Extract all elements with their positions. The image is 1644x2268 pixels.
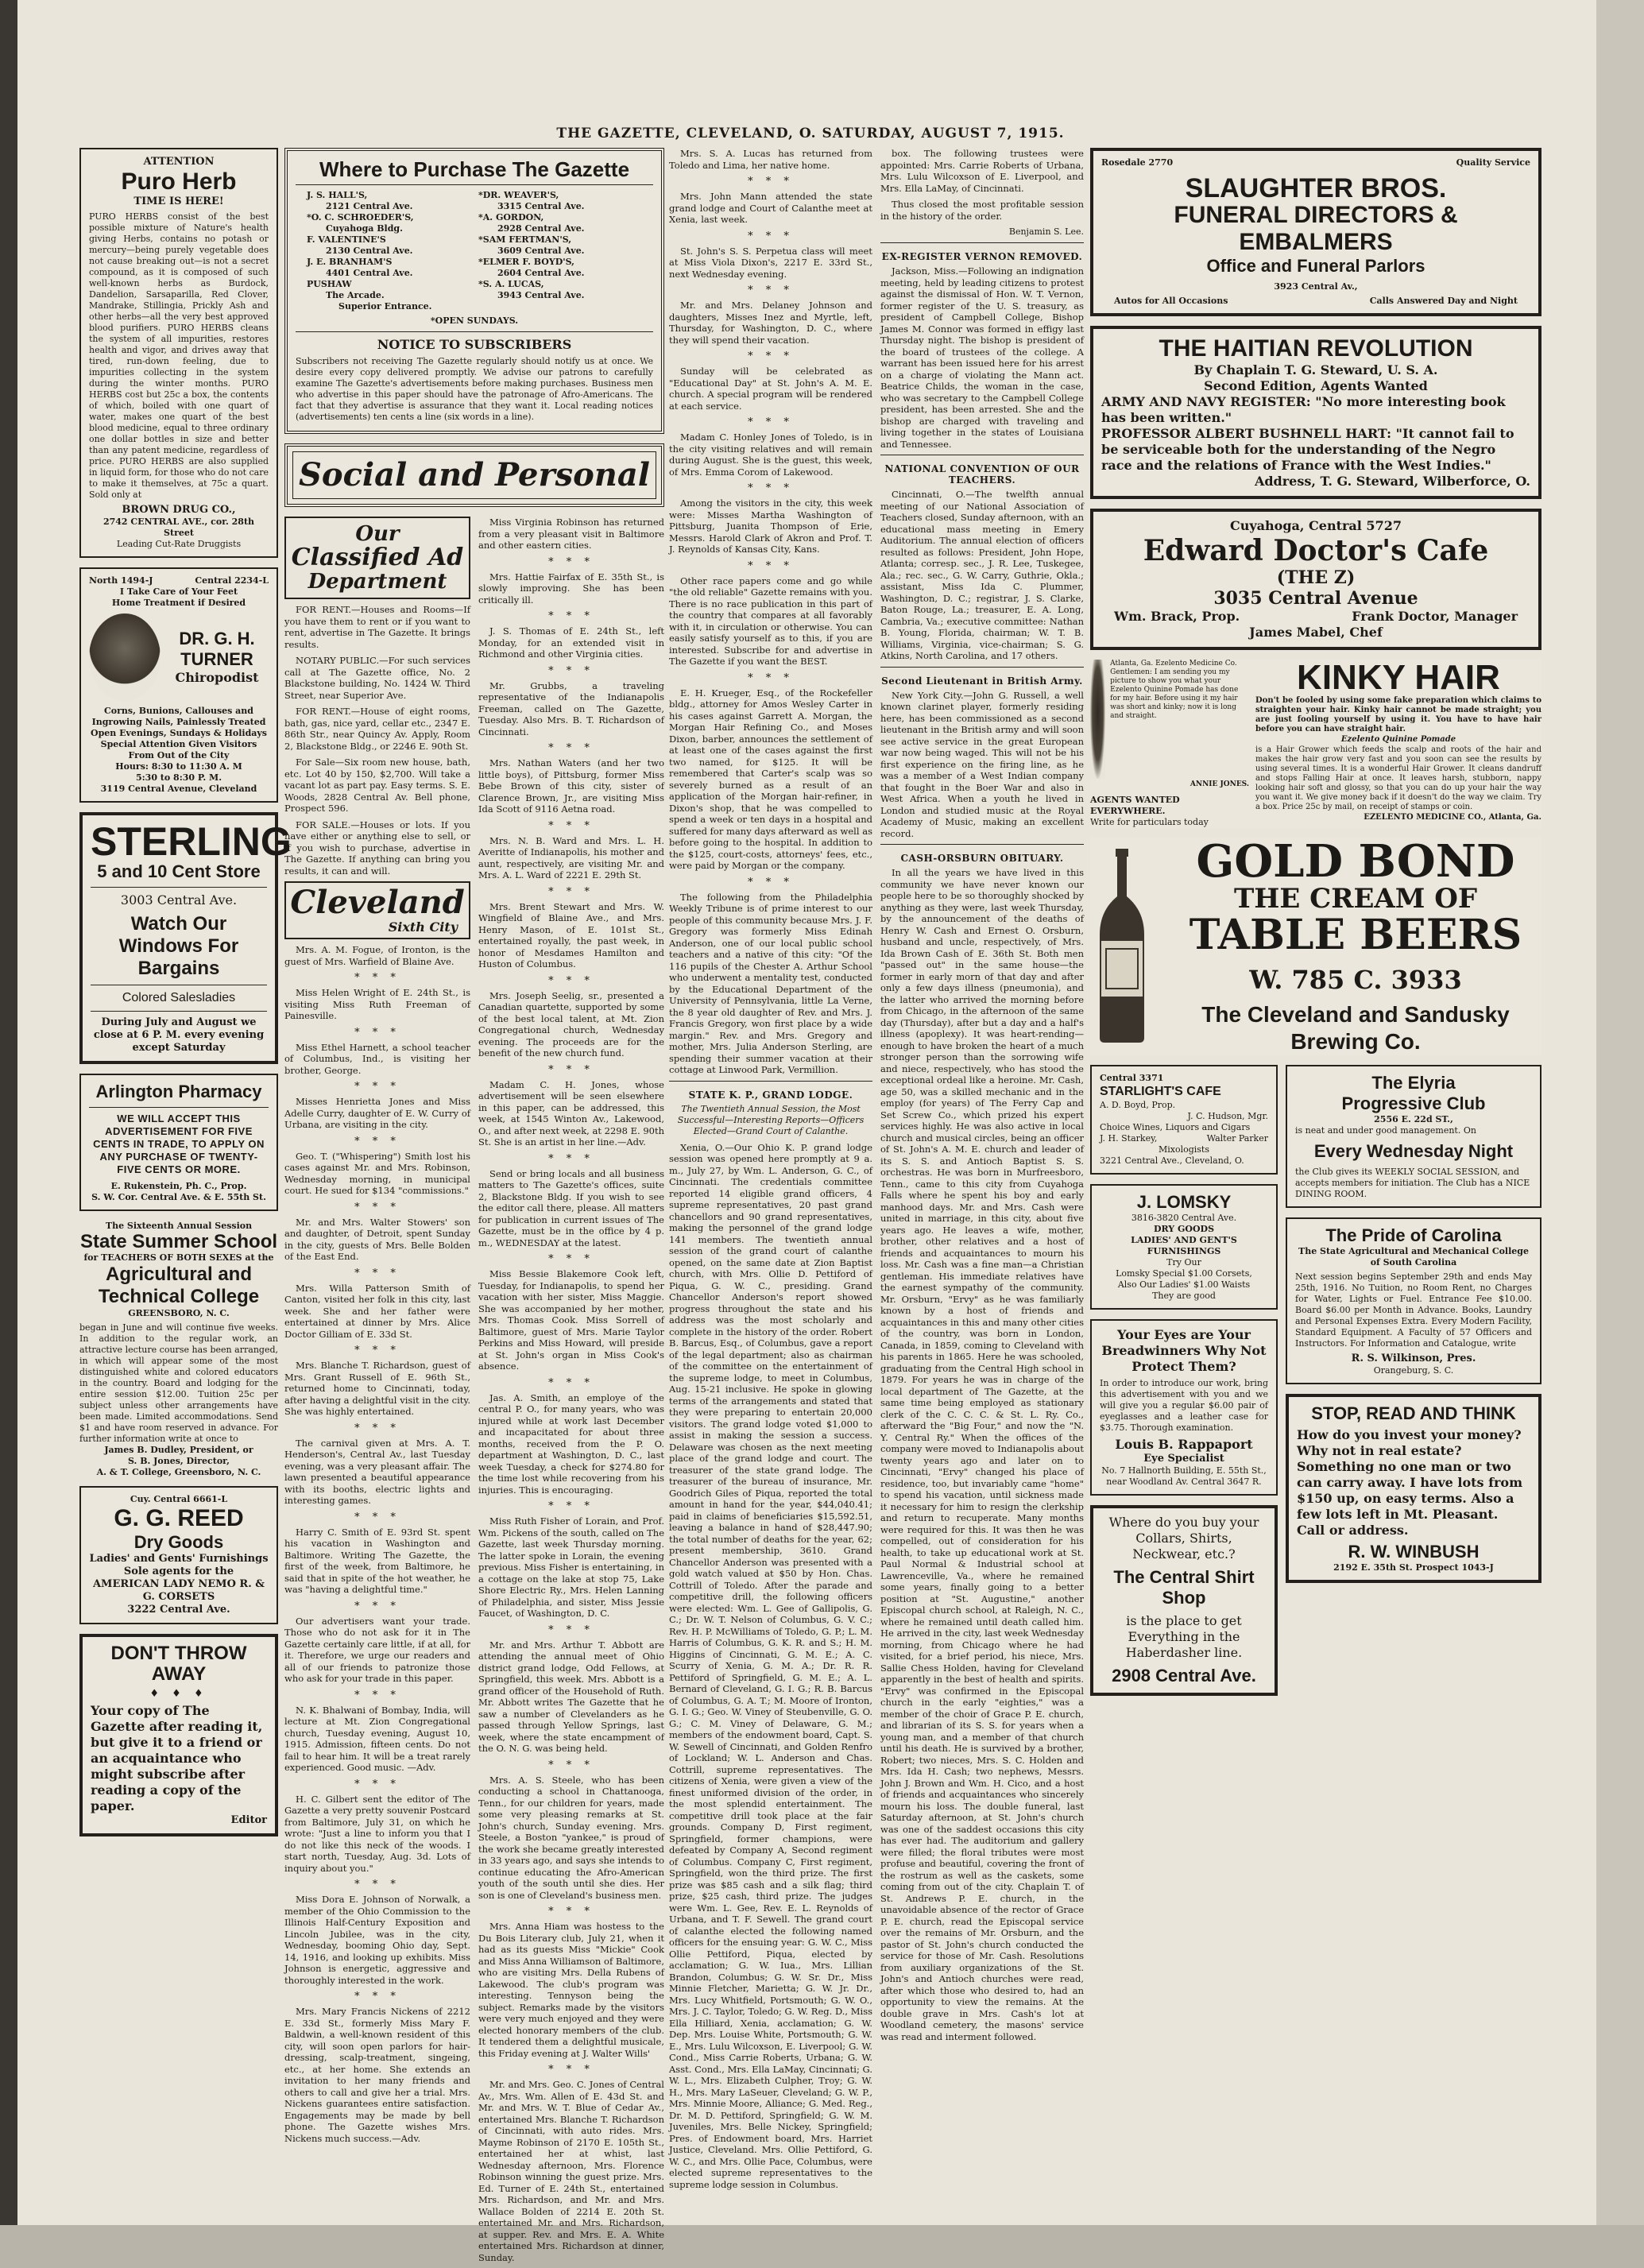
winbush-name: R. W. WINBUSH	[1348, 1542, 1480, 1562]
winbush-body: How do you invest your money? Why not in real estate? Something no one man or two can carry away. I have lots from $150 up, on easy terms. Also a few lots left in Mt. Pleasant. Call or address.	[1297, 1427, 1522, 1538]
haitian-by: By Chaplain T. G. Steward, U. S. A.	[1193, 362, 1438, 377]
social-left-item-8: Mrs. Blanche T. Richardson, guest of Mrs. Grant Russell of E. 96th St., returned home to Cincinnati, today, after having a delightful visit in the city. She was highly entertained.	[284, 1360, 470, 1417]
slaughter-autos: Autos for All Occasions	[1114, 296, 1228, 306]
kinky-hair-ad	[1090, 660, 1541, 828]
social-left-item-10: Harry C. Smith of E. 93rd St. spent his vacation in Washington and Baltimore. Writing The Gazette, the first of the week, from Baltimore, he said that in spite of the hot weather, he was "having a delightful time."	[284, 1526, 470, 1595]
classified-banner	[284, 517, 470, 599]
social-right-column	[478, 517, 664, 2268]
vernon-head: EX-REGISTER VERNON REMOVED.	[881, 251, 1083, 262]
separator-stars: * * *	[354, 1345, 400, 1357]
puro-sub: TIME IS HERE!	[133, 195, 224, 207]
social-left-item-3: Miss Ethel Harnett, a school teacher of Columbus, Ind., is visiting her brother, George.	[284, 1041, 470, 1076]
reed-ad	[79, 1486, 278, 1624]
puro-kicker: ATTENTION	[143, 156, 215, 168]
sterling-title: STERLING	[91, 819, 292, 864]
social-left-item-15: Mrs. Mary Francis Nickens of 2212 E. 33d St., formerly Miss Mary F. Baldwin, a well-known resident of this city, will soon open parlors for hair-dressing, scalp-treatment, singeing, etc., at her home. She extends an invitation to her many friends and others to call and give her a trial. Mrs. Nickens guarantees entire satisfaction. Engagements may be made by bell phone. The Gazette wishes Mrs. Nickens much success.—Adv.	[284, 2006, 470, 2144]
obit-body: In all the years we have lived in this community we have never known our people here to be so thoroughly shocked by anything as they were, last week Thursday, by the announcement of the deaths of Henry W. Cash and Ernest O. Orsburn, husband and uncle, respectively, of Mrs. Ida Brown Cash of E. 36th St. Both men "passed out" in the same house—the former in early morn of that day and after only a few days illness (pneumonia), and the latter who arrived the morning before from Chicago, in the afternoon of the same day (Thursday), after but a day and a half's illness (apoplexy). It was heart-rending—enough to have broken the heart of a much stronger person than the sorrowing wife and niece, respectively, who has stood the exceptional ordeal like a heroine. Mr. Cash, age 50, was a skilled mechanic and in the employ (for years) of The Ferry Cap and Set Screw Co., which prized his expert services highly. He was also active in local church and musical circles, being an officer of St. John's A. M. E. church and leader of its S. S. and Antioch Baptist S. S. orchestras. He was born in Murfreesboro, Tenn., came to this city from Cuyahoga Falls where he spent his boy and early manhood days. Mr. and Mrs. Cash were united in marriage, in this city, about five years ago. He leaves a wife, mother, brother, other relatives and a host of friends and acquaintances to mourn his loss. Mr. Cash was a fine man—a Christian gentleman. His immediate relatives have the earnest sympathy of the community. Mr. Orsburn, "Ervy" as he was familiarly known by a host of friends and acquaintances in this and many other cities of the country, was born in London, Canada, in 1859, coming to Cleveland with his parents in 1865. Here he was schooled, graduating from the Central High school in 1879. For years he was in charge of the local department of The Gazette, at the same time being employed as stationary clerk of the C. C. C. & St. L. Ry. Co., afterward the "Big Four," and now the "N. Y. Central Ry." When the offices of the company were moved to Indianapolis about twenty years ago and later on to Cincinnati, "Ervy" changed his place of residence, too, but invariably came "home" to spend his vacation, until sickness made it necessary for him to resign the clerkship and return to recuperate. Many months were required for this. It was then he was compelled, out of consideration for his health, to take up educational work at St. Paul Normal & Industrial school at Lawrenceville, Va., where he remained some years, finally going to a better position at "St. Augustine," another Episcopal church school, at Raleigh, N. C., where he remained until death called him. He arrived in the city, last week Wednesday morning, from Chicago where he had visited, for a brief period, his niece, Mrs. Sallie Chess Holden, having for Cleveland apparently in the best of health and spirits. "Ervy" was confirmed in the Episcopal church in the early "eighties," was a member of the choir of Grace P. E. church, and librarian of its S. S. for years when a young man, and a member of that church until his death. He is survived by a brother, Robert; two nieces, Mrs. S. C. Holden and Mrs. Ida H. Cash; two nephews, Messrs. John J. Brown and Wm. H. Cico, and a host of friends and acquaintances who sincerely mourn his loss. The double funeral, last Saturday afternoon, at St. John's church was one of the saddest occasions this city has ever had. The auditorium and gallery were filled; the floral tributes were most profuse and beautiful, covering the front of the rostrum as well as the caskets, some coming from out of the city. Chaplain T. of St. Andrews P. E. church, in the unavoidable absence of the rector of Grace P. E. church, read the Episcopal service over the remains of Mr. Orsburn, and the pastor of St. John's church conducted the service for those of Mr. Cash. Resolutions from auxiliary organizations of the St. John's and Antioch churches were read, after which those who desired to, had an opportunity to view the remains. At the double grave in Mrs. Cash's lot at Woodland cemetery, the masons' service was read and interment followed.	[880, 867, 1084, 2042]
where-note: *OPEN SUNDAYS.	[430, 315, 519, 326]
slaughter-calls: Calls Answered Day and Night	[1369, 296, 1518, 306]
haitian-ad	[1090, 326, 1541, 499]
where-right-1: *DR. WEAVER'S,	[478, 190, 559, 200]
starlight-staff3: Mixologists	[1158, 1144, 1210, 1155]
social-left-item-11: Our advertisers want your trade. Those who do not ask for it in The Gazette certainly care little, if at all, for it. Therefore, we urge our readers and all of our friends to patronize those who ask for your trade in this paper.	[284, 1615, 470, 1684]
col3-left-item-4: Mr. and Mrs. Delaney Johnson and daughters, Misses Inez and Myrtle, left, Thursday, for Washington, D. C., where they will spend their vacation.	[669, 300, 872, 346]
starlight-prop: A. D. Boyd, Prop.	[1100, 1100, 1176, 1110]
social-right-item-3: J. S. Thomas of E. 24th St., left Monday, for an extended visit in Richmond and other Virginia cities.	[478, 625, 664, 660]
eyes-name: Louis B. Rappaport	[1115, 1437, 1253, 1452]
elyria-body: the Club gives its WEEKLY SOCIAL SESSION, and accepts members for initiation. The Club has a NICE DINING ROOM.	[1295, 1167, 1530, 1199]
puro-body: PURO HERBS consist of the best possible mixture of Nature's health giving Herbs, contains no potash or mercury—being purely vegetable does not cause breaking out—is not a secret compound, as it is composed of such well-known herbs as Burdock, Dandelion, Sarsaparilla, Red Clover, Mandrake, Stillingia, Prickly Ash and other herbs—all the very best approved blood purifiers. PURO HERBS cleans the system of all impurities, restores health and vigor, and drives away that tired, run-down feeling, due to impurities collecting in the system during the winter months. PURO HERBS cost but 25c a box, the contents of which, boiled with one quart of water, makes one quart of the best blood medicine, equal to three ordinary one dollar bottles in size and better than any patent medicine, regardless of price. PURO HERBS are also supplied in liquid form, for those who do not care to make it themselves, at 75c a quart. Sold only at	[89, 211, 269, 500]
column-2	[284, 148, 664, 2268]
dont-throw-ad	[79, 1634, 278, 1836]
col3-left-item-7: Among the visitors in the city, this week were: Misses Martha Washington of Pittsburg, Juanita Thompson of Erie, Messrs. Harold Clark of Akron and Prof. T. J. Reynolds of Kansas City, Kans.	[669, 497, 872, 555]
social-right-item-13: Miss Ruth Fisher of Lorain, and Prof. Wm. Pickens of the south, called on The Gazette, last week Thursday morning. The latter spoke in Lorain, the evening previous. Miss Fisher is entertaining, in a cottage on the lake at stop 75, Lake Shore Electric Ry., Mrs. Helen Lanning of Philadelphia, and sister, Miss Jessie Faucet, of Washington, D. C.	[478, 1515, 664, 1619]
social-left-item-2: Miss Helen Wright of E. 24th St., is visiting Miss Ruth Freeman of Painesville.	[284, 987, 470, 1021]
social-right-item-7: Mrs. Brent Stewart and Mrs. W. Wingfield of Blaine Ave., and Mrs. Henry Mason, of E. 101st St., entertained royally, the past week, in honor of Mesdames Hamilton and Huston of Columbus.	[478, 900, 664, 970]
separator-stars: * * *	[354, 1422, 400, 1434]
classified-line2: Classified Ad	[291, 544, 464, 571]
notice-body: Subscribers not receiving The Gazette regularly should notify us at once. We desire every copy delivered promptly. We advise our patrons to carefully examine The Gazette's advertisements before making purchases. Business men who advertise in this paper should have the patronage of Afro-Americans. The fact that they advertise is assurance that they want it. Local reading notices (advertisements) ten cents a line (six words in a line).	[296, 356, 653, 422]
shirt-q: Where do you buy your Collars, Shirts, Neckwear, etc.?	[1108, 1515, 1259, 1562]
haitian-army: ARMY AND NAVY REGISTER: "No more interesting book has been written."	[1101, 394, 1506, 425]
haitian-prof: PROFESSOR ALBERT BUSHNELL HART: "It cannot fail to be serviceable both for the understanding of the Negro race and the relations of France with the West Indies."	[1101, 426, 1514, 473]
doctor-chef: James Mabel, Chef	[1249, 625, 1383, 640]
col3-left-item-8: Other race papers come and go while "the old reliable" Gazette remains with you. There is no race publication in this part of the country that compares at all favorably with it, in circulation or otherwise. You can easily satisfy yourself as to this, if you are interested. Subscribe for and advertise in The Gazette if you want the BEST.	[669, 575, 872, 667]
col3-right-p1: box. The following trustees were appointed: Mrs. Carrie Roberts of Urbana, Mrs. Lulu Wilcoxson of E. Liverpool, and Mrs. Ella LaMay, of Cincinnati.	[880, 148, 1084, 194]
separator-stars: * * *	[354, 972, 400, 984]
kinky-sign: ANNIE JONES.	[1189, 780, 1249, 788]
social-title: Social and Personal	[292, 451, 656, 499]
slaughter-title: SLAUGHTER BROS.	[1185, 173, 1447, 203]
where-right-7: *ELMER F. BOYD'S,	[478, 257, 574, 267]
classified-p2: NOTARY PUBLIC.—For such services call at The Gazette office, No. 2 Blackstone building, No. 1424 W. Third Street, near Superior Ave.	[284, 655, 470, 701]
britain-head: Second Lieutenant in British Army.	[881, 675, 1083, 687]
col3-left-item-1: Mrs. S. A. Lucas has returned from Toledo and Lima, her native home.	[669, 148, 872, 171]
shirt-address: 2908 Central Ave.	[1112, 1666, 1256, 1686]
beer-bottle-icon	[1090, 846, 1154, 1044]
social-left-item-6: Mr. and Mrs. Walter Stowers' son and daughter, of Detroit, spent Sunday in the city, guests of Mrs. Belle Bolden of the East End.	[284, 1216, 470, 1262]
summer-school-ad	[79, 1221, 278, 1478]
col3-right	[880, 148, 1084, 2195]
starlight-staff1: J. H. Starkey,	[1100, 1133, 1158, 1144]
column-1	[79, 148, 292, 1846]
gold-sub2: TABLE BEERS	[1189, 911, 1522, 959]
separator-stars: * * *	[548, 664, 594, 677]
arlington-title: Arlington Pharmacy	[95, 1082, 262, 1101]
reed-body: Ladies' and Gents' Furnishings Sole agents for the AMERICAN LADY NEMO R. & G. CORSETS	[89, 1553, 269, 1603]
where-left-9: PUSHAW	[307, 279, 352, 289]
separator-stars: * * *	[548, 610, 594, 622]
summer-sign2: S. B. Jones, Director,	[127, 1456, 230, 1466]
kinky-right-text2: is a Hair Grower which feeds the scalp and roots of the hair and makes the hair grow very fast and you soon can see the results by using several times. It is a wonderful Hair Grower. It cleans dandruff and stops Falling Hair at once. It leaves harsh, stubborn, nappy looking hair soft and glossy, so that you can do up your hair the way you want it. We give money back if it doesn't do the way we claim. Try a box. Price 25c by mail, on receipt of stamps or coin.	[1255, 745, 1541, 811]
kinky-left-text: Atlanta, Ga. Ezelento Medicine Co. Gentlemen: I am sending you my picture to show you what your Ezelento Quinine Pomade has done for my hair. Before using it my hair was short and kinky; now it is long and straight.	[1110, 660, 1239, 720]
where-right-3: *A. GORDON,	[478, 212, 544, 223]
where-left-7: J. E. BRANHAM'S	[307, 257, 393, 267]
separator-stars: * * *	[748, 350, 794, 362]
doctor-phone: Cuyahoga, Central 5727	[1230, 518, 1402, 533]
slaughter-service: Quality Service	[1456, 157, 1530, 168]
social-left-item-13: H. C. Gilbert sent the editor of The Gazette a very pretty souvenir Postcard from Baltimore, July 31, on which he wrote: "Just a line to inform you that I do not like this neck of the woods. I start north, Tuesday, Aug. 3d. Lots of inquiry about you."	[284, 1793, 470, 1874]
sterling-hours: During July and August we close at 6 P. M. every evening except Saturday	[93, 1016, 265, 1054]
summer-college: Agricultural and Technical College	[98, 1264, 260, 1307]
social-right-item-4: Mr. Grubbs, a traveling representative of the Indianapolis Freeman, called on The Gazette, Tuesday. Also Mrs. B. T. Richardson of Cincinnati.	[478, 679, 664, 737]
summer-sign3: A. & T. College, Greensboro, N. C.	[96, 1467, 261, 1477]
lomsky-address: 3816-3820 Central Ave.	[1131, 1213, 1237, 1223]
haitian-title: THE HAITIAN REVOLUTION	[1159, 335, 1473, 362]
elyria-title: Progressive Club	[1341, 1093, 1486, 1113]
masthead: THE GAZETTE, CLEVELAND, O. SATURDAY, AUGUST 7, 1915.	[556, 126, 1065, 141]
where-right-10: 3943 Central Ave.	[497, 290, 585, 300]
separator-stars: * * *	[548, 1759, 594, 1771]
separator-stars: * * *	[354, 1511, 400, 1523]
col3-left-item-10: The following from the Philadelphia Weekly Tribune is of prime interest to our people of this community because Mrs. J. F. Gregory was formerly Miss Edinah Anderson, one of our local public school teachers and a native of this city: "Of the 116 pupils of the Chester A. Arthur School who underwent a mentality test, conducted by the Educational Department of the University of Pennsylvania, little La Verne, the 8 year old daughter of Rev. and Mrs. J. Francis Gregory, won first place by a wide margin." Rev. and Mrs. Gregory and mother, Mrs. Julia Anderson Sterling, are spending their summer vacation at their cottage at Linwood Park, Vermillion.	[669, 891, 872, 1075]
col3-left-item-3: St. John's S. S. Perpetua class will meet at Miss Viola Dixon's, 2217 E. 33rd St., next Wednesday evening.	[669, 245, 872, 280]
elyria-kicker: The Elyria	[1371, 1073, 1456, 1093]
col4-right-ads	[1286, 1065, 1541, 1705]
separator-stars: * * *	[548, 1906, 594, 1918]
teachers-head: NATIONAL CONVENTION OF OUR TEACHERS.	[884, 463, 1080, 486]
gold-title: GOLD BOND	[1196, 835, 1515, 888]
slaughter-sub: FUNERAL DIRECTORS & EMBALMERS	[1174, 202, 1458, 255]
starlight-staff2: Walter Parker	[1206, 1133, 1268, 1144]
separator-stars: * * *	[548, 819, 594, 832]
separator-stars: * * *	[548, 1624, 594, 1636]
social-left-items	[284, 944, 470, 2144]
classified-p5: FOR SALE.—Houses or lots. If you have either or anything else to sell, or if you wish to purchase, advertise in The Gazette. If anything can bring you results, it can and will.	[284, 819, 470, 877]
separator-stars: * * *	[354, 1081, 400, 1093]
doctor-title: Edward Doctor's Cafe	[1143, 534, 1489, 567]
separator-stars: * * *	[548, 974, 594, 987]
slaughter-phone: Rosedale 2770	[1101, 157, 1174, 168]
classified-p1: FOR RENT.—Houses and Rooms—If you have them to rent or if you want to rent, advertise in The Gazette. It brings results.	[284, 604, 470, 650]
haitian-edition: Second Edition, Agents Wanted	[1204, 378, 1428, 393]
starlight-phone: Central 3371	[1100, 1073, 1164, 1083]
col3-right-sign: Benjamin S. Lee.	[1008, 226, 1084, 237]
lomsky-good: They are good	[1152, 1291, 1216, 1301]
doctor-prop2: Frank Doctor, Manager	[1352, 609, 1518, 624]
separator-stars: * * *	[748, 176, 794, 188]
turner-hours2: 5:30 to 8:30 P. M.	[135, 772, 222, 783]
elyria-night: Every Wednesday Night	[1313, 1141, 1514, 1161]
separator-stars: * * *	[548, 555, 594, 568]
social-right-item-14: Mr. and Mrs. Arthur T. Abbott are attending the annual meet of Ohio district grand lodge, Odd Fellows, at Springfield, this week. Mrs. Abbott is a grand officer of the Household of Ruth. Mr. Abbott writes The Gazette that he saw a number of Clevelanders as he passed through Yellow Springs, last week, where the state encampment of the O. N. G. was being held.	[478, 1639, 664, 1754]
social-right-item-15: Mrs. A. S. Steele, who has been conducting a school in Chattanooga, Tenn., for our children for years, made some very pleasing remarks at St. John's church, Sunday evening. Mrs. Steele, a Boston "yankee," is proud of the work she became greatly interested in 33 years ago, and says she intends to continue educating the Afro-American youth of the south until she dies. Her son is one of Cleveland's business men.	[478, 1774, 664, 1901]
where-to-purchase-box	[284, 148, 664, 434]
where-left-1: J. S. HALL'S,	[307, 190, 368, 200]
turner-address: 3119 Central Avenue, Cleveland	[100, 784, 257, 794]
summer-title: State Summer School	[79, 1231, 278, 1252]
obit-head: CASH-ORSBURN OBITUARY.	[900, 853, 1064, 864]
col4-left-ads	[1090, 1065, 1278, 1705]
separator-stars: * * *	[548, 2064, 594, 2076]
lomsky-title: J. LOMSKY	[1136, 1192, 1232, 1212]
separator-stars: * * *	[548, 742, 594, 754]
throw-sign: Editor	[230, 1814, 267, 1826]
column-3	[669, 148, 1084, 2195]
elyria-ad	[1286, 1065, 1541, 1208]
carolina-ad	[1286, 1217, 1541, 1384]
grand-lodge-head: STATE K. P., GRAND LODGE.	[688, 1089, 853, 1101]
separator-stars: * * *	[748, 876, 794, 888]
social-right-item-9: Madam C. H. Jones, whose advertisement will be seen elsewhere in this paper, can be addressed, this week, at 1545 Winton Av., Lakewood, O., and after next week, at 2298 E. 90th St. She is an artist in her line.—Adv.	[478, 1078, 664, 1148]
where-left-5: F. VALENTINE'S	[307, 234, 386, 245]
slaughter-address: 3923 Central Av.,	[1274, 281, 1358, 292]
separator-stars: * * *	[548, 1500, 594, 1512]
puro-seller: BROWN DRUG CO.,	[122, 504, 236, 516]
starlight-ad	[1090, 1065, 1278, 1175]
page-margin-edge	[1596, 0, 1644, 2225]
lomsky-line1: DRY GOODS	[1153, 1224, 1215, 1234]
grand-lodge-body: Xenia, O.—Our Ohio K. P. grand lodge session was opened here promptly at 9 a. m., July 27, by Wm. L. Anderson, G. C., of Cincinnati. The credentials committee reported 14 eligible grand officers, 4 supreme representatives, 20 past grand chancellors and 90 grand representatives, making the personnel of the grand lodge 141 members. The twentieth annual session of the grand court of calanthe opened, on the same date at Zion Baptist church, with Mrs. Ollie D. Pettiford of Piqua, G. W. C., presiding. Grand Chancellor Anderson's report showed progress throughout the state and his address was the most scholarly and complete in the history of the order. Robert B. Barcus, Esq., of Columbus, gave a report of the legal department; also as chairman of the committee on the entertainment of the supreme lodge, to meet in Columbus, Aug. 15-21 inclusive. He spoke in glowing terms of the arrangements and stated that they were preparing to entertain 20,000 visitors. The grand lodge voted $1,000 to assist in making the session a success. Delaware was chosen as the next meeting place of the grand lodge and court. The treasurer of the state grand lodge. The treasurer of the bureau of insurance, Mr. Goodrich Giles of Piqua, reported the total amount in hand for the year, $44,040.41; paid in claims of beneficiaries $15,592.51, leaving a balance in hand of $28,447.90; the total number of deaths for the year, 62; present membership, 3610. Grand Chancellor Anderson was presented with a gold watch valued at $50 by Hon. Chas. Cottrill of Toledo. After the parade and competitive drill, the following officers were elected: Wm. L. Gee of Gallipolis, G. C.; Dr. W. T. Nelson of Columbus, G. V. C.; Rev. H. P. McWilliams of Toledo, G. P.; L. M. Harris of Columbus, G. K. R. and S.; H. M. Higgins of Cincinnati, G. M. E.; A. C. Scurry of Xenia, G. M. A.; Dr. R. R. Pettiford of Springfield, G. M. E.; A. L. Bernard of Cleveland, G. I. G.; R. B. Barcus of Columbus, G. A. T.; M. Moore of Ironton, G. I. G.; Geo. W. Viney of Steubenville, G. O. G.; C. M. Viney of Delaware, G. M.; members of the endowment board, Capt. S. W. Sewell of Cincinnati, and Golden Renfro of Lockland; W. L. Anderson and Chas. Cottrill, supreme representatives. The citizens of Xenia, were given a view of the finest uniformed division of the order, in the most splendid entertainment. The competitive drill took place at the fair grounds. Company D, First regiment, Springfield, former champions, were defeated by Company A, Second regiment of Columbus. Company C, First regiment, Springfield, won the third prize. The first prize was $85 cash and a silk flag; third prize, $25 cash, third prize. The judges were Wm. L. Gee, Rev. E. L. Reynolds of Urbana, and T. F. Sewell. The grand court of calanthe elected the following named officers for the ensuing year: G. W. C., Miss Ollie Pettiford, Piqua, elected by acclamation; G. W. Iua., Mrs. Lillian Brandon, Columbus; G. W. Sr. Dr., Miss Minnie Fletcher, Marietta; G. W. Jr. Dr., Mrs. Lucy Whitfield, Portsmouth; G. W. O., Mrs. J. C. Taylor, Toledo; G. W. Reg. D., Miss Ella Hilliard, Xenia, acclamation; G. W. Dep. Mrs. Louise White, Portsmouth; G. W. E., Mrs. Lulu Wilcoxson, E. Liverpool; G. W. Cond., Miss Carrie Roberts, Urbana; G. W. Asst. Cond., Mrs. Ella LaMay, Cincinnati; G. W. L., Mrs. Elizabeth Culpher, Troy; G. W. H., Mrs. Mary LaSeuer, Cleveland; G. W. P., Mrs. Minnie Moore, Alliance; G. Med. Reg., Dr. M. D. Pettiford, Springfield; G. W. M. Juveniles, Mrs. Belle Nickey, Springfield; Pres. of Endowment board, Mrs. Harriet Justice, Cleveland. Mrs. Ollie Pettiford, G. W. C., and Mrs. Ollie Pace, Columbus, were elected supreme representatives to the supreme lodge session in Columbus.	[669, 1141, 872, 2190]
social-right-item-10: Send or bring locals and all business matters to The Gazette's offices, suite 2, Blackstone Bldg. If you wish to see the editor call there, please. All matters for publication in current issues of The Gazette, must be in the office by 4 p. m., WEDNESDAY at the latest.	[478, 1167, 664, 1248]
turner-name: DR. G. H. TURNER	[179, 629, 255, 669]
turner-hours1: Hours: 8:30 to 11:30 A. M	[115, 761, 242, 772]
lomsky-special1: Lomsky Special $1.00 Corsets,	[1116, 1268, 1252, 1279]
social-left-item-12: N. K. Bhalwani of Bombay, India, will lecture at Mt. Zion Congregational church, Tuesday evening, August 10, 1915. Admission, fifteen cents. Do not fail to hear him. It will be a treat rarely experienced. Good music. —Adv.	[284, 1704, 470, 1773]
where-left-10: The Arcade.	[326, 290, 385, 300]
grand-lodge-sub: The Twentieth Annual Session, the Most Successful—Interesting Reports—Officers Elected—Grand Court of Calanthe.	[677, 1103, 865, 1136]
social-left-item-4: Misses Henrietta Jones and Miss Adelle Curry, daughter of E. W. Curry of Urbana, are visiting in the city.	[284, 1096, 470, 1130]
where-right-5: *SAM FERTMAN'S,	[478, 234, 572, 245]
notice-title: NOTICE TO SUBSCRIBERS	[377, 337, 572, 352]
turner-phone-right: Central 2234-L	[195, 575, 269, 586]
social-right-item-8: Mrs. Joseph Seelig, sr., presented a Canadian quartette, supported by some of the best local talent, at Mt. Zion Congregational church, Wednesday evening. The proceeds are for the benefit of the new church fund.	[478, 989, 664, 1059]
carolina-sub: The State Agricultural and Mechanical College of South Carolina	[1298, 1246, 1529, 1268]
gold-sub: THE CREAM OF	[1233, 883, 1478, 915]
cleveland-banner	[284, 881, 470, 939]
separator-stars: * * *	[354, 1689, 400, 1701]
separator-stars: * * *	[748, 559, 794, 572]
separator-stars: * * *	[748, 671, 794, 684]
turner-line1: I Take Care of Your Feet	[119, 586, 238, 597]
lomsky-special2: Also Our Ladies' $1.00 Waists	[1117, 1279, 1251, 1290]
starlight-title: STARLIGHT'S CAFE	[1100, 1085, 1221, 1098]
col3-left	[669, 148, 872, 2195]
reed-title: G. G. REED	[114, 1505, 244, 1531]
summer-for: for TEACHERS OF BOTH SEXES at the	[83, 1252, 274, 1263]
shirt-body: is the place to get Everything in the Haberdasher line.	[1125, 1613, 1243, 1660]
haitian-address: Address, T. G. Steward, Wilberforce, O.	[1254, 474, 1530, 489]
winbush-title: STOP, READ AND THINK	[1311, 1403, 1516, 1423]
turner-line2: Home Treatment if Desired	[111, 598, 246, 608]
cleveland-sub: Sixth City	[388, 919, 458, 935]
social-right-item-5: Mrs. Nathan Waters (and her two little boys), of Pittsburg, former Miss Bebe Brown of this city, sister of Clarence Brown, Jr., are visiting Miss Ida Scott of 9116 Aetna road.	[478, 757, 664, 815]
where-left-2: 2121 Central Ave.	[326, 201, 413, 211]
social-right-item-17: Mr. and Mrs. Geo. C. Jones of Central Av., Mrs. Wm. Allen of E. 43d St. and Mr. and Mrs. W. T. Blue of Cedar Av., entertained Mrs. Blanche T. Richardson of Cincinnati, with auto rides. Mrs. Mayme Robinson of 2170 E. 105th St., entertained her at whist, last Wednesday afternoon, Mrs. Florence Robinson winning the guest prize. Mrs. Ed. Turner of E. 24th St., entertained Mrs. Richardson, and Mr. and Mrs. Wallace Bolden of 2214 E. 20th St. entertained Mr. and Mrs. Richardson, at supper. Rev. and Mrs. E. A. White entertained Mrs. Richardson at dinner, Sunday.	[478, 2079, 664, 2263]
arlington-owner: E. Rukenstein, Ph. C., Prop.	[110, 1181, 247, 1191]
sterling-watch: Watch Our Windows For Bargains	[118, 913, 239, 979]
social-right-item-16: Mrs. Anna Hiam was hostess to the Du Bois Literary club, July 21, when it had as its guests Miss "Mickie" Cook and Miss Anna Williamson of Baltimore, who are visiting Mrs. Della Rubens of Lakewood. The club's program was interesting. Tennyson being the subject. Remarks made by the visitors were very much enjoyed and they were elected honorary members of the club. It tendered them a delightful musicale, this Friday evening at J. Walter Wills'	[478, 1921, 664, 2059]
winbush-ad	[1286, 1394, 1541, 1583]
social-left-item-9: The carnival given at Mrs. A. T. Henderson's, Central Av., last Tuesday evening, was a very pleasant affair. The lawn presented a beautiful appearance with its booths, electric lights and interesting games.	[284, 1437, 470, 1506]
reed-sub: Dry Goods	[133, 1532, 224, 1552]
shirt-name: The Central Shirt Shop	[1113, 1567, 1255, 1608]
classified-p4: For Sale—Six room new house, bath, etc. Lot 40 by 150, $2,700. Will take a vacant lot as part pay. Easy terms. S. E. Woods, 2828 Central Av. Bell phone, Prospect 596.	[284, 757, 470, 814]
where-right-8: 2604 Central Ave.	[497, 268, 585, 278]
social-left-item-5: Geo. T. ("Whispering") Smith lost his cases against Mr. and Mrs. Robinson, Wednesday morning, in municipal court. He sued for $134 "commissions."	[284, 1150, 470, 1196]
separator-stars: * * *	[748, 416, 794, 428]
puro-tag: Leading Cut-Rate Druggists	[116, 539, 242, 549]
starlight-address: 3221 Central Ave., Cleveland, O.	[1100, 1155, 1244, 1166]
kinky-write: Write for particulars today	[1090, 817, 1209, 827]
elyria-address: 2556 E. 22d ST.,	[1374, 1114, 1453, 1124]
page-binding-edge	[0, 0, 17, 2225]
starlight-items: Choice Wines, Liquors and Cigars	[1100, 1122, 1251, 1132]
separator-stars: * * *	[354, 1267, 400, 1279]
doctor-the-z: (THE Z)	[1276, 567, 1356, 588]
sterling-sub: 5 and 10 Cent Store	[97, 861, 261, 881]
column-4	[1090, 148, 1541, 1705]
kinky-agents: AGENTS WANTED EVERYWHERE.	[1090, 795, 1180, 816]
classified-p3: FOR RENT.—House of eight rooms, bath, gas, nice yard, cellar etc., 2347 E. 86th Str., near Quincy Av. Apply, Room 2, Blackstone Bldg., or 2246 E. 90th St.	[284, 706, 470, 752]
kinky-hair-portrait	[1090, 660, 1105, 779]
summer-kicker: The Sixteenth Annual Session	[105, 1221, 253, 1231]
separator-stars: * * *	[354, 1778, 400, 1790]
where-right-6: 3609 Central Ave.	[497, 246, 585, 256]
puro-herb-ad	[79, 148, 278, 558]
social-left-item-14: Miss Dora E. Johnson of Norwalk, a member of the Ohio Commission to the Illinois Half-Century Exposition and Lincoln Jubilee, was in the city, Wednesday, booming Ohio day, Sept. 14, 1916, and looking up exhibits. Miss Johnson is energetic, aggressive and thoroughly interested in the work.	[284, 1894, 470, 1986]
reed-phone: Cuy. Central 6661-L	[130, 1494, 228, 1504]
social-right-item-12: Jas. A. Smith, an employe of the central P. O., for many years, who was injured while at work last December and incapacitated for about three months, received from the P. O. department at Washington, D. C., last week Tuesday, a check for $274.80 for the time lost while recovering from his injuries. This is encouraging.	[478, 1391, 664, 1496]
where-left-8: 4401 Central Ave.	[326, 268, 413, 278]
throw-ornament: ♦ ♦ ♦	[149, 1688, 208, 1700]
carolina-body: Next session begins September 29th and ends May 25th, 1916. No Tuition, no Room Rent, no Charges for Water, Lights or Fuel. Entrance Fee $10.00. Board $6.00 per Month in Advance. Books, Laundry and Personal Expenses Extra. Every Modern Facility, Standard Equipment. A Faculty of 57 Officers and Instructors. For Information and Catalogue, write	[1295, 1271, 1532, 1349]
arlington-body: WE WILL ACCEPT THIS ADVERTISEMENT FOR FIVE CENTS IN TRADE, TO APPLY ON ANY PURCHASE OF TWENTY-FIVE CENTS OR MORE.	[93, 1113, 265, 1175]
social-left-column	[284, 517, 470, 2268]
where-right-2: 3315 Central Ave.	[497, 201, 585, 211]
col3-left-item-2: Mrs. John Mann attended the state grand lodge and Court of Calanthe meet at Xenia, last week.	[669, 191, 872, 225]
eyes-address: No. 7 Hallnorth Building, E. 55th St., near Woodland Av. Central 3647 R.	[1101, 1465, 1267, 1487]
lomsky-ad	[1090, 1184, 1278, 1310]
carolina-place: Orangeburg, S. C.	[1373, 1365, 1454, 1376]
starlight-mgr: J. C. Hudson, Mgr.	[1187, 1111, 1268, 1121]
doctor-address: 3035 Central Avenue	[1213, 588, 1418, 609]
where-left-11: Superior Entrance.	[338, 301, 432, 312]
lomsky-line2: LADIES' AND GENT'S FURNISHINGS	[1131, 1235, 1237, 1256]
separator-stars: * * *	[548, 1253, 594, 1265]
eyes-ad	[1090, 1319, 1278, 1496]
classified-line1: Our	[355, 522, 400, 546]
separator-stars: * * *	[748, 284, 794, 296]
sterling-address: 3003 Central Ave.	[120, 892, 238, 908]
turner-title: Chiropodist	[175, 670, 259, 685]
where-left-6: 2130 Central Ave.	[326, 246, 413, 256]
social-right-item-2: Mrs. Hattie Fairfax of E. 35th St., is slowly improving. She has been critically ill.	[478, 571, 664, 606]
social-right-item-11: Miss Bessie Blakemore Cook left, Tuesday, for Indianapolis, to spend her vacation with her sister, Miss Maggie. She was accompanied by her mother, Mrs. Thomas Cook. Miss Sorrell of Baltimore, guest of Mrs. Marie Taylor Perkins and Miss Howard, will preside at St. John's organ in Miss Cook's absence.	[478, 1268, 664, 1372]
throw-title: DON'T THROW AWAY	[110, 1643, 247, 1685]
puro-address: 2742 CENTRAL AVE., cor. 28th Street	[103, 517, 255, 538]
summer-place: GREENSBORO, N. C.	[128, 1308, 230, 1318]
elyria-intro: is neat and under good management. On	[1295, 1125, 1476, 1136]
social-personal-banner	[284, 443, 664, 507]
separator-stars: * * *	[748, 230, 794, 242]
separator-stars: * * *	[548, 885, 594, 898]
separator-stars: * * *	[354, 1026, 400, 1039]
where-right-9: *S. A. LUCAS,	[478, 279, 544, 289]
kinky-company: EZELENTO MEDICINE CO., Atlanta, Ga.	[1364, 813, 1541, 822]
eyes-body: In order to introduce our work, bring this advertisement with you and we will give you a regular $6.00 pair of eyeglasses and a leather case for $3.75. Thorough examination.	[1100, 1378, 1268, 1433]
cleveland-title: Cleveland	[290, 884, 465, 921]
gold-bond-ad	[1090, 835, 1541, 1055]
eyes-title: Your Eyes are Your Breadwinners Why Not Protect Them?	[1101, 1327, 1267, 1374]
carolina-title: The Pride of Carolina	[1325, 1225, 1502, 1245]
sterling-ad	[79, 812, 292, 1064]
arlington-address: S. W. Cor. Central Ave. & E. 55th St.	[91, 1192, 266, 1202]
separator-stars: * * *	[354, 1879, 400, 1891]
turner-body: Corns, Bunions, Callouses and Ingrowing Nails, Painlessly Treated Open Evenings, Sundays & Holidays Special Attention Given Visitors From Out of the City	[90, 706, 267, 761]
carolina-sign: R. S. Wilkinson, Pres.	[1351, 1353, 1476, 1364]
slaughter-ad	[1090, 148, 1541, 316]
col3-left-item-9: E. H. Krueger, Esq., of the Rockefeller bldg., attorney for Amos Wesley Carter in his cases against Garrett A. Morgan, the Morgan Hair Refining Co., and Moses Dixon, barber, announces the settlement of at least one of the cases against the first two named, for $125. It will be remembered that Carter's scalp was so severely burned as a result of an application of the Morgan hair-refiner, in Dixon's shop, that he was compelled to spend a week or ten days in a hospital and suffered for many days afterward as well as before going to the hospital. In addition to the $125, court-costs, attorneys' fees, etc., were paid by Morgan or the company.	[669, 687, 872, 871]
separator-stars: * * *	[548, 1376, 594, 1389]
separator-stars: * * *	[548, 1063, 594, 1076]
separator-stars: * * *	[354, 1135, 400, 1148]
puro-title: Puro Herb	[121, 168, 237, 195]
slaughter-office: Office and Funeral Parlors	[1206, 256, 1425, 276]
separator-stars: * * *	[748, 482, 794, 494]
arlington-ad	[79, 1074, 278, 1211]
kinky-right-text: Don't be fooled by using some fake preparation which claims to straighten your hair. Kinky hair cannot be made straight; you are just fooling yourself by using it. You have to have hair before you can have straight hair.	[1255, 696, 1541, 733]
separator-stars: * * *	[354, 1600, 400, 1612]
col3-right-p2: Thus closed the most profitable session in the history of the order.	[880, 199, 1084, 222]
sterling-ladies: Colored Salesladies	[122, 991, 236, 1004]
kinky-product: Ezelento Quinine Pomade	[1340, 735, 1456, 744]
social-left-item-7: Mrs. Willa Patterson Smith of Canton, visited her folk in this city, last week. She and her father were entertained at dinner by Mrs. Alice Doctor Gilliam of E. 33d St.	[284, 1282, 470, 1340]
doctor-cafe-ad	[1090, 509, 1541, 650]
social-right-item-6: Mrs. N. B. Ward and Mrs. L. H. Averitte of Indianapolis, his mother and aunt, respectively, are visiting Mr. and Mrs. A. L. Ward of 2221 E. 29th St.	[478, 834, 664, 880]
winbush-address: 2192 E. 35th St. Prospect 1043-J	[1333, 1562, 1494, 1573]
reed-address: 3222 Central Ave.	[127, 1604, 230, 1616]
col3-left-item-5: Sunday will be celebrated as "Educational Day" at St. John's A. M. E. church. A special program will be rendered at each service.	[669, 366, 872, 412]
eyes-job: Eye Specialist	[1143, 1453, 1224, 1465]
throw-body: Your copy of The Gazette after reading it, but give it to a friend or an acquaintance who might subscribe after reading a copy of the paper.	[91, 1703, 263, 1813]
social-right-item-1: Miss Virginia Robinson has returned from a very pleasant visit in Baltimore and other eastern cities.	[478, 517, 664, 551]
gold-company: The Cleveland and Sandusky Brewing Co.	[1201, 1002, 1510, 1054]
separator-stars: * * *	[354, 1991, 400, 2003]
where-left-3: *O. C. SCHROEDER'S,	[307, 212, 414, 223]
separator-stars: * * *	[548, 1152, 594, 1165]
turner-ad	[79, 567, 278, 803]
summer-body: began in June and will continue five weeks. In addition to the regular work, an attractive lecture course has been arranged, in which will appear some of the most distinguished white and colored educators in the country. Board and lodging for the entire session $12.00. Tuition 25c per subject unless other arrangements have been made. Limited accommodations. Send $1 and have room reserved in advance. For further information write at once to	[79, 1322, 278, 1444]
where-right-4: 2928 Central Ave.	[497, 223, 585, 234]
social-left-item-1: Mrs. A. M. Fogue, of Ironton, is the guest of Mrs. Warfield of Blaine Ave.	[284, 944, 470, 967]
shirt-shop-ad	[1090, 1505, 1278, 1696]
turner-phone-left: North 1494-J	[89, 575, 153, 586]
kinky-title: KINKY HAIR	[1297, 658, 1500, 697]
summer-sign1: James B. Dudley, President, or	[104, 1445, 253, 1455]
teachers-body: Cincinnati, O.—The twelfth annual meeting of our National Association of Teachers closed, Sunday afternoon, with an educational mass meeting in Emery Auditorium. The annual election of officers resulted as follows: President, John Hope, Atlanta; corresp. sec., J. R. Lee, Tuskegee, Ala.; rec. sec., G. W. Carry, Guthrie, Okla.; assistant, Miss Ida C. Plummer, Washington, D. C.; registrar, J. S. Clarke, Baton Rouge, La.; treasurer, E. A. Long, Cambria, Va.; executive committee: Nathan B. Young, Florida, chairman; W. T. B. Williams, Virginia, vice-chairman; S. G. Atkins, North Carolina, and 17 others.	[880, 489, 1084, 661]
vernon-body: Jackson, Miss.—Following an indignation meeting, held by leading citizens to protest against the dismissal of Hon. W. T. Vernon, former register of the U. S. treasury, as president of Campbell College, Bishop James M. Connor was formed in effigy last Thursday night. The bishop is president of the board of trustees of the college. A warrant has been issued here for his arrest on a charge of violating the Mann act. Beatrice Childs, the woman in the case, who was secretary to the Campbell College president, has been arrested. She and the bishop are charged with traveling and living together in the states of Louisiana and Tennessee.	[880, 265, 1084, 450]
lomsky-try: Try Our	[1166, 1257, 1201, 1268]
col3-left-item-6: Madam C. Honley Jones of Toledo, is in the city visiting relatives and will remain during August. She is the guest, this week, of Mrs. Emma Corom of Lakewood.	[669, 432, 872, 478]
where-left-4: Cuyahoga Bldg.	[326, 223, 403, 234]
doctor-prop1: Wm. Brack, Prop.	[1114, 609, 1240, 624]
gold-phones: W. 785 C. 3933	[1249, 965, 1462, 995]
turner-portrait	[89, 613, 161, 701]
where-title: Where to Purchase The Gazette	[319, 157, 630, 181]
britain-body: New York City.—John G. Russell, a well known clarinet player, formerly residing here, has been commissioned as a second lieutenant in the British army and will soon see active service in the great European war now being waged. This will not be his first experience on the firing line, as he was a member of a West Indian company that fought in the Boer War and also in West Africa. When a youth he lived in London and studied music at the Royal Academy of Music, making an excellent record.	[880, 689, 1084, 839]
classified-line3: Department	[308, 570, 447, 594]
separator-stars: * * *	[354, 1201, 400, 1213]
